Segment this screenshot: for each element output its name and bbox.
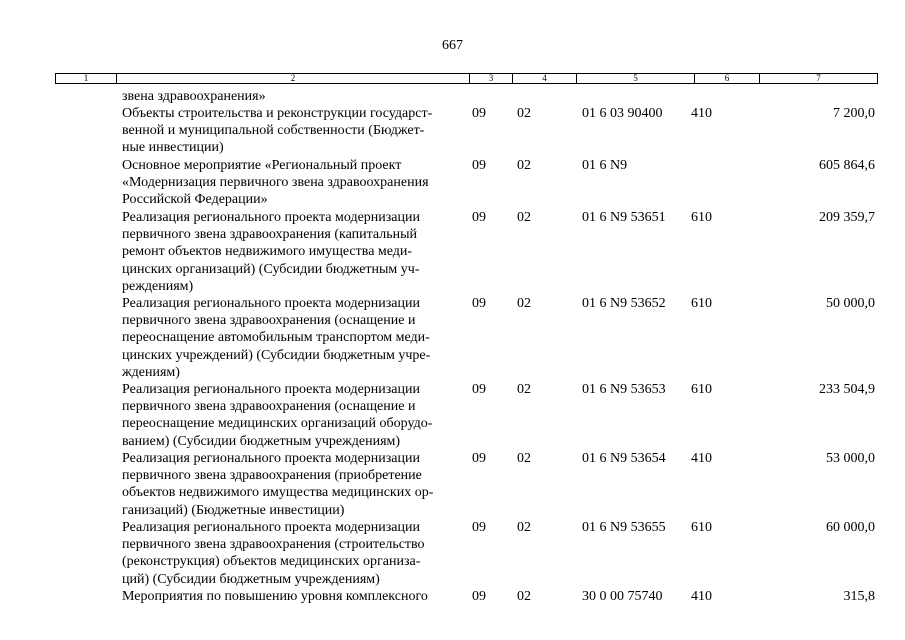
column-header-7: 7	[759, 74, 877, 83]
row-description-line: Реализация регионального проекта модернизации	[122, 520, 420, 535]
row-amount: 60 000,0	[826, 520, 875, 535]
row-target-article-code: 01 6 N9 53652	[582, 296, 666, 311]
row-amount: 53 000,0	[826, 451, 875, 466]
row-description	[122, 588, 467, 605]
column-header-6: 6	[694, 74, 759, 83]
row-description	[122, 295, 467, 381]
row-amount: 315,8	[843, 589, 875, 604]
row-section-code: 09	[472, 451, 486, 466]
row-description-line: ремонт объектов недвижимого имущества меди-	[122, 244, 413, 260]
row-expense-type-code: 410	[691, 106, 712, 121]
row-description-line: цинских организаций) (Субсидии бюджетным уч-	[122, 261, 420, 277]
row-section-code: 09	[472, 210, 486, 225]
row-description-line: (реконструкция) объектов медицинских организа-	[122, 554, 421, 570]
row-target-article-code: 01 6 03 90400	[582, 106, 663, 121]
row-description-line: ганизаций) (Бюджетные инвестиции)	[122, 502, 345, 518]
row-amount: 7 200,0	[833, 106, 875, 121]
row-subsection-code: 02	[517, 382, 531, 397]
row-description-line: Реализация регионального проекта модернизации	[122, 451, 420, 466]
row-target-article-code: 30 0 00 75740	[582, 589, 663, 604]
row-expense-type-code: 610	[691, 296, 712, 311]
row-subsection-code: 02	[517, 296, 531, 311]
column-header-1: 1	[83, 73, 89, 83]
row-description-line: Российской Федерации»	[122, 192, 268, 208]
row-description-line: Реализация регионального проекта модернизации	[122, 382, 420, 397]
row-section-code: 09	[472, 520, 486, 535]
row-description-line: ные инвестиции)	[122, 140, 224, 156]
column-header-4: 4	[512, 74, 576, 83]
row-description	[122, 105, 467, 157]
row-description	[122, 381, 467, 450]
table-header-row	[55, 73, 878, 84]
row-expense-type-code: 610	[691, 210, 712, 225]
column-header-5: 5	[576, 74, 694, 83]
row-description-line: ванием) (Субсидии бюджетным учреждениям)	[122, 433, 401, 449]
row-description-line: первичного звена здравоохранения (капитальный	[122, 227, 417, 243]
row-subsection-code: 02	[517, 210, 531, 225]
row-section-code: 09	[472, 158, 486, 173]
row-target-article-code: 01 6 N9 53651	[582, 210, 666, 225]
row-section-code: 09	[472, 296, 486, 311]
row-amount: 50 000,0	[826, 296, 875, 311]
row-description-line: ций) (Субсидии бюджетным учреждениям)	[122, 571, 380, 587]
row-section-code: 09	[472, 106, 486, 121]
row-description-line: первичного звена здравоохранения (оснащение и	[122, 313, 416, 329]
row-description-line: Мероприятия по повышению уровня комплексного	[122, 589, 428, 604]
row-target-article-code: 01 6 N9	[582, 158, 628, 173]
row-expense-type-code: 410	[691, 589, 712, 604]
row-description-line: реждениям)	[122, 278, 194, 294]
row-description-line: венной и муниципальной собственности (Бюджет-	[122, 123, 425, 139]
row-subsection-code: 02	[517, 158, 531, 173]
row-target-article-code: 01 6 N9 53654	[582, 451, 666, 466]
row-amount: 605 864,6	[819, 158, 875, 173]
row-description-line: Основное мероприятие «Региональный проект	[122, 158, 402, 173]
row-description	[122, 209, 467, 295]
row-description	[122, 88, 467, 105]
row-description	[122, 157, 467, 209]
row-expense-type-code: 610	[691, 520, 712, 535]
row-section-code: 09	[472, 589, 486, 604]
page-number: 667	[442, 38, 463, 53]
row-description-line: звена здравоохранения»	[122, 89, 266, 104]
row-description-line: переоснащение автомобильным транспортом меди-	[122, 330, 430, 346]
row-expense-type-code: 610	[691, 382, 712, 397]
row-amount: 209 359,7	[819, 210, 875, 225]
row-section-code: 09	[472, 382, 486, 397]
row-description-line: объектов недвижимого имущества медицинских ор-	[122, 485, 434, 501]
row-subsection-code: 02	[517, 106, 531, 121]
row-description-line: «Модернизация первичного звена здравоохранения	[122, 175, 429, 191]
row-description	[122, 519, 467, 588]
row-amount: 233 504,9	[819, 382, 875, 397]
row-description	[122, 450, 467, 519]
row-subsection-code: 02	[517, 451, 531, 466]
column-header-2: 2	[116, 74, 469, 83]
row-description-line: ждениям)	[122, 364, 180, 380]
row-description-line: первичного звена здравоохранения (строительство	[122, 537, 425, 553]
row-subsection-code: 02	[517, 520, 531, 535]
row-description-line: Реализация регионального проекта модернизации	[122, 296, 420, 311]
row-description-line: переоснащение медицинских организаций оборудо-	[122, 416, 433, 432]
row-description-line: Объекты строительства и реконструкции государст-	[122, 106, 433, 121]
row-description-line: цинских учреждений) (Субсидии бюджетным учре-	[122, 347, 431, 363]
row-description-line: Реализация регионального проекта модернизации	[122, 210, 420, 225]
row-expense-type-code: 410	[691, 451, 712, 466]
column-header-3: 3	[469, 74, 512, 83]
row-target-article-code: 01 6 N9 53653	[582, 382, 666, 397]
row-description-line: первичного звена здравоохранения (приобретение	[122, 468, 422, 484]
row-subsection-code: 02	[517, 589, 531, 604]
row-target-article-code: 01 6 N9 53655	[582, 520, 666, 535]
row-description-line: первичного звена здравоохранения (оснащение и	[122, 399, 416, 415]
